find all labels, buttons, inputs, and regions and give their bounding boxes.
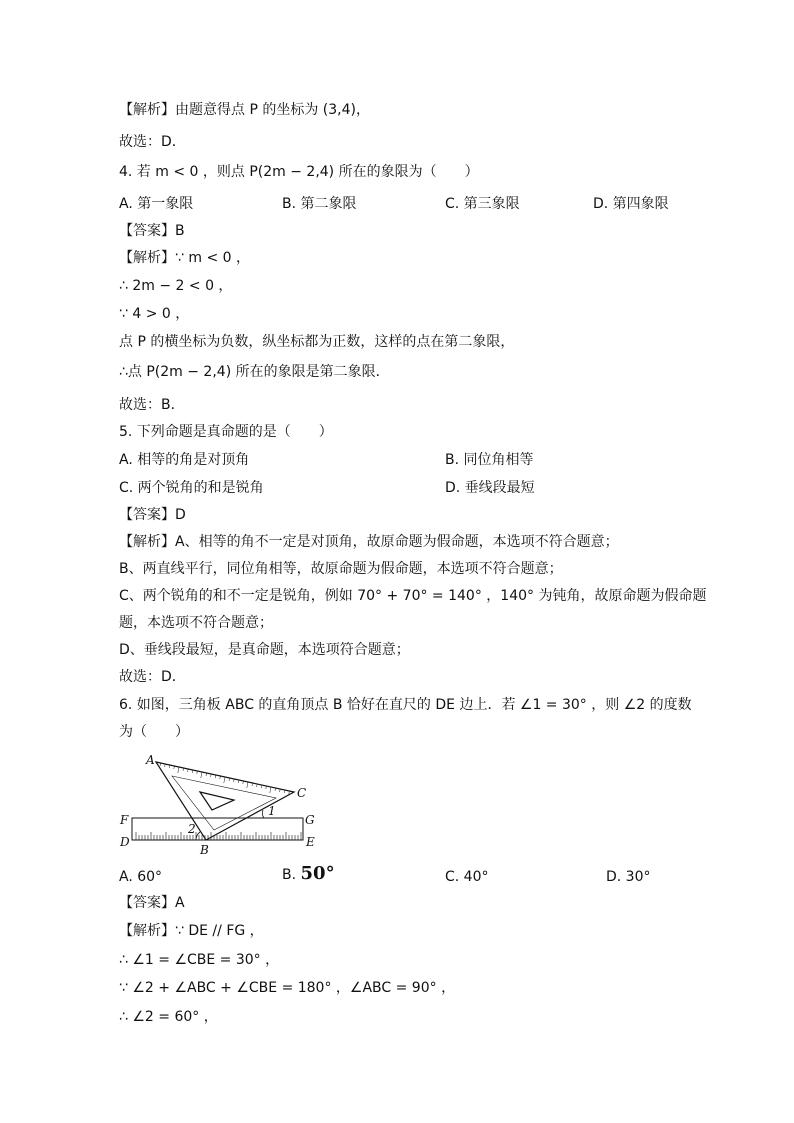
label-a: A — [146, 753, 155, 767]
q5-option-b: B. 同位角相等 — [445, 452, 534, 468]
q6-option-c: C. 40° — [445, 869, 489, 885]
q6-stem-1: 6. 如图，三角板 ABC 的直角顶点 B 恰好在直尺的 DE 边上．若 ∠1 = 30° ，则 ∠2 的度数 — [119, 697, 692, 713]
q5-analysis-2: B、两直线平行，同位角相等，故原命题为假命题，本选项不符合题意； — [119, 561, 563, 577]
q5-option-c: C. 两个锐角的和是锐角 — [119, 480, 264, 496]
q6-analysis-1: 【解析】∵ DE // FG ， — [119, 923, 264, 939]
q6-option-b — [282, 864, 335, 885]
triangle-tick — [247, 782, 248, 788]
label-angle-2: 2 — [188, 822, 196, 836]
q4-analysis-4: 点 P 的横坐标为负数，纵坐标都为正数，这样的点在第二象限， — [119, 334, 515, 350]
triangle-ruler-figure — [116, 752, 326, 856]
q4-stem: 4. 若 m < 0 ，则点 P(2m − 2,4) 所在的象限为（ ） — [119, 164, 479, 180]
label-g: G — [305, 813, 315, 827]
triangle-tick — [178, 767, 179, 773]
q5-answer: 【答案】D — [119, 507, 186, 523]
q4-option-c: C. 第三象限 — [445, 196, 520, 212]
q4-option-a: A. 第一象限 — [119, 196, 194, 212]
q4-choice: 故选：B． — [119, 397, 185, 413]
triangle-tick — [201, 772, 202, 778]
q4-analysis-3: ∵ 4 > 0 ， — [119, 306, 190, 322]
q4-option-d: D. 第四象限 — [593, 196, 669, 212]
q3-analysis: 【解析】由题意得点 P 的坐标为 (3,4)， — [119, 102, 370, 118]
q6-stem-2: 为（ ） — [119, 724, 189, 740]
q5-choice: 故选：D． — [119, 669, 186, 685]
q6-analysis-4: ∴ ∠2 = 60° ， — [119, 1009, 218, 1025]
q5-option-a: A. 相等的角是对顶角 — [119, 452, 250, 468]
label-e: E — [306, 835, 315, 849]
q4-option-b: B. 第二象限 — [282, 196, 357, 212]
ruler — [132, 818, 303, 840]
q6-option-b-letter: B. — [282, 867, 301, 883]
label-c: C — [297, 786, 307, 800]
q6-option-d: D. 30° — [606, 869, 651, 885]
label-d: D — [120, 835, 130, 849]
q6-option-b-value: 50° — [300, 863, 335, 884]
label-b: B — [200, 843, 209, 856]
q6-analysis-2: ∴ ∠1 = ∠CBE = 30° ， — [119, 952, 280, 968]
q6-analysis-3: ∵ ∠2 + ∠ABC + ∠CBE = 180° ，∠ABC = 90° ， — [119, 980, 456, 996]
angle-1-arc — [262, 810, 264, 818]
q4-analysis-2: ∴ 2m − 2 < 0 ， — [119, 278, 233, 294]
q4-answer: 【答案】B — [119, 223, 185, 239]
label-f: F — [120, 813, 129, 827]
q5-analysis-1: 【解析】A、相等的角不一定是对顶角，故原命题为假命题，本选项不符合题意； — [119, 534, 619, 550]
q5-analysis-5: D、垂线段最短，是真命题，本选项符合题意； — [119, 642, 410, 658]
q5-analysis-4: 题，本选项不符合题意； — [119, 615, 273, 631]
q5-option-d: D. 垂线段最短 — [445, 480, 535, 496]
triangle-hole — [200, 792, 234, 810]
q6-answer: 【答案】A — [119, 895, 185, 911]
q3-choice: 故选：D． — [119, 134, 186, 150]
q5-stem: 5. 下列命题是真命题的是（ ） — [119, 424, 333, 440]
triangle-tick — [270, 787, 271, 793]
q6-option-a: A. 60° — [119, 869, 163, 885]
q5-analysis-3: C、两个锐角的和不一定是锐角，例如 70° + 70° = 140° ，140° 为钝角，故原命题为假命题 — [119, 588, 707, 604]
triangle-tick — [224, 777, 225, 783]
q4-analysis-5: ∴点 P(2m − 2,4) 所在的象限是第二象限． — [119, 364, 390, 380]
label-angle-1: 1 — [268, 804, 276, 818]
q4-analysis-1: 【解析】∵ m < 0 ， — [119, 250, 250, 266]
